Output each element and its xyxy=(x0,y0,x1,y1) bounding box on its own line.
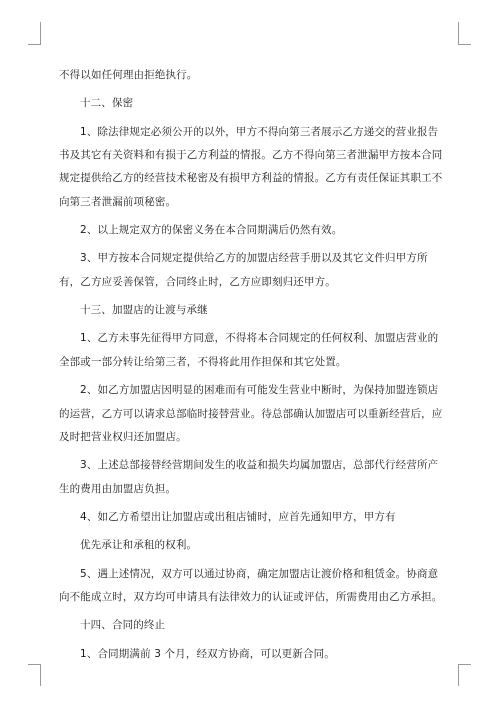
section-heading: 十四、合同的终止 xyxy=(80,619,166,632)
paragraph: 4、如乙方希望出让加盟店或出租店铺时，应首先通知甲方，甲方有 xyxy=(80,510,396,523)
document-body xyxy=(59,64,445,666)
crop-mark-bottom-right xyxy=(458,664,471,665)
crop-mark-top-left xyxy=(40,22,41,44)
paragraph: 2、如乙方加盟店因明显的困难而有可能发生营业中断时，为保持加盟连锁店的运营，乙方可以请求总部临时接替营业。待总部确认加盟店可以重新经营后，应及时把营业权归还加盟店。 xyxy=(59,384,443,443)
paragraph: 3、上述总部接替经营期间发生的收益和损失均属加盟店，总部代行经营所产生的费用由加盟店负担。 xyxy=(59,459,439,495)
paragraph: 1、合同期满前 3 个月，经双方协商，可以更新合同。 xyxy=(80,647,335,660)
paragraph: 3、甲方按本合同规定提供给乙方的加盟店经营手册以及其它文件归甲方所有，乙方应妥善保管，合同终止时，乙方应即刻归还甲方。 xyxy=(59,252,428,288)
paragraph: 1、乙方未事先征得甲方同意，不得将本合同规定的任何权利、加盟店营业的全部或一部分转让给第三者，不得将此用作担保和其它处置。 xyxy=(59,332,439,368)
crop-mark-bottom-left xyxy=(40,664,41,686)
paragraph: 1、除法律规定必须公开的以外，甲方不得向第三者展示乙方递交的营业报告书及其它有关资料和有损于乙方利益的情报。乙方不得向第三者泄漏甲方按本合同规定提供给乙方的经营技术秘密及有损甲方利益的情报。乙方有责任保证其职工不向第三者泄漏前项秘密。 xyxy=(59,125,443,208)
section-heading: 十二、保密 xyxy=(80,97,134,110)
paragraph: 优先承让和承租的权利。 xyxy=(80,539,198,552)
crop-mark-bottom-right xyxy=(458,664,459,686)
section-heading: 十三、加盟店的让渡与承继 xyxy=(80,304,208,317)
crop-mark-top-right xyxy=(458,44,471,45)
crop-mark-top-right xyxy=(458,22,459,44)
paragraph: 不得以如任何理由拒绝执行。 xyxy=(59,69,198,81)
paragraph: 2、以上规定双方的保密义务在本合同期满后仍然有效。 xyxy=(80,224,343,237)
paragraph: 5、遇上述情况，双方可以通过协商，确定加盟店让渡价格和租赁金。协商意向不能成立时，双方均可申请具有法律效力的认证或评估，所需费用由乙方承担。 xyxy=(59,567,443,603)
crop-mark-top-left xyxy=(28,44,41,45)
crop-mark-bottom-left xyxy=(28,664,41,665)
